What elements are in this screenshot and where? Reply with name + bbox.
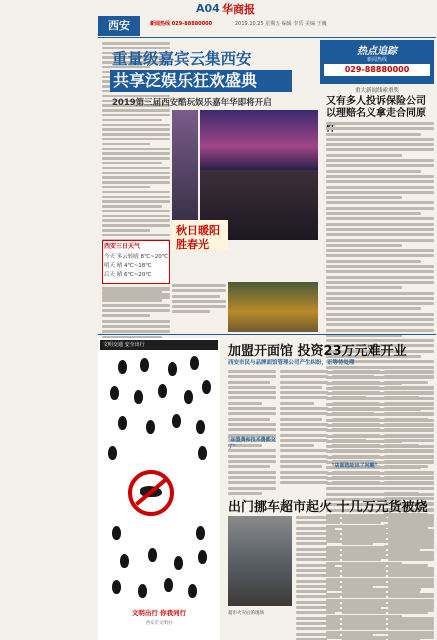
weather-title: 西安三日天气 bbox=[104, 243, 141, 250]
ad-footer: 西安市文明办 bbox=[145, 621, 173, 626]
story2-crosshead: "加盟费和技术费都交了" bbox=[228, 437, 276, 450]
weather-row: 明天 晴 4℃~18℃ bbox=[104, 263, 152, 269]
lead-headline-2: 共享泛娱乐狂欢盛典 bbox=[110, 70, 292, 92]
header-date: 2019.10.25 星期五 编辑 李乐 美编 王巍 bbox=[235, 21, 327, 27]
header-rule bbox=[98, 37, 436, 38]
right-headline-1: 又有多人投诉保险公司 bbox=[326, 96, 426, 107]
story2-column bbox=[280, 370, 328, 487]
page-number: A04 bbox=[196, 2, 220, 15]
weather-row: 后天 晴 6℃~20℃ bbox=[104, 272, 152, 278]
ad-slogan: 文明出行 你我同行 bbox=[131, 609, 187, 617]
story3-column bbox=[296, 516, 340, 640]
masthead-logo: 华商报 bbox=[222, 3, 255, 16]
story2-headline: 加盟开面馆 投资23万元难开业 bbox=[228, 344, 407, 359]
section-tag: 西安 bbox=[98, 16, 140, 36]
weather-row: 今天 多云转晴 8℃~20℃ bbox=[104, 254, 168, 260]
right-headline-2: 以理赔名义拿走合同原 bbox=[326, 108, 426, 119]
ad-header: 文明交通 安全出行 bbox=[100, 340, 218, 350]
hotline-bar: 重大新闻线索重奖 bbox=[354, 88, 399, 94]
lead-headline-1: 重量级嘉宾云集西安 bbox=[112, 50, 252, 68]
story2-column bbox=[228, 370, 276, 497]
hotline-title: 热点追踪 bbox=[357, 46, 397, 57]
autumn-tree-photo bbox=[228, 282, 318, 332]
story2-subhead: 西安市民与品牌面馆管理公司产生纠纷，正等待处理 bbox=[228, 360, 355, 366]
autumn-title-1: 秋日暖阳 bbox=[176, 224, 220, 237]
hotline-number: 029-88880000 bbox=[324, 64, 430, 76]
autumn-caption bbox=[172, 284, 226, 316]
hotline-subtitle: 新闻热线 bbox=[366, 57, 387, 63]
story3-column bbox=[388, 516, 434, 640]
story3-caption: 超市火灾后的现场 bbox=[228, 611, 264, 616]
story3-headline: 出门挪车超市起火 十几万元货被烧 bbox=[228, 500, 428, 515]
lead-subhead: 2019第三届西安酷玩娱乐嘉年华即将开启 bbox=[112, 98, 272, 108]
autumn-title-2: 胜春光 bbox=[176, 238, 209, 251]
section-divider bbox=[98, 334, 436, 335]
story3-column bbox=[342, 516, 386, 640]
header-hotline: 新闻热线 029-88880000 bbox=[150, 21, 213, 27]
story2-crosshead: "店面选址出了问题" bbox=[332, 463, 378, 469]
store-fire-photo bbox=[228, 516, 292, 606]
